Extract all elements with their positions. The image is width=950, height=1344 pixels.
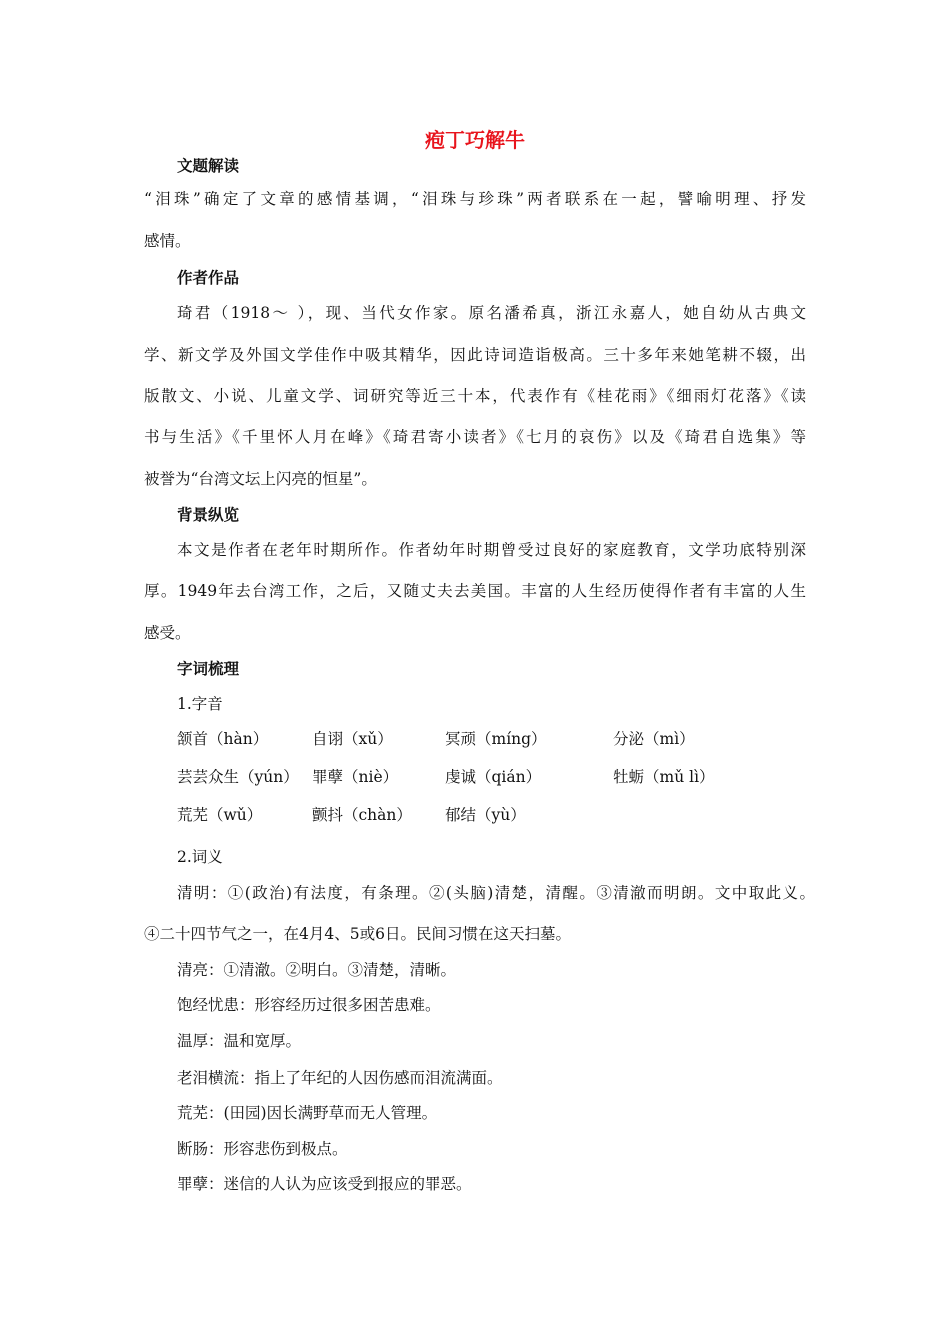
definition-line: 罪孽：迷信的人认为应该受到报应的罪恶。 (177, 1175, 472, 1193)
pinyin-item: 芸芸众生（yún） (177, 768, 299, 786)
paragraph-line: “泪珠”确定了文章的感情基调，“泪珠与珍珠”两者联系在一起，譬喻明理、抒发 (144, 190, 806, 208)
section-heading-vocabulary: 字词梳理 (177, 660, 240, 678)
paragraph-line: 感受。 (144, 624, 191, 642)
paragraph-line: 被誉为“台湾文坛上闪亮的恒星”。 (144, 470, 377, 488)
definition-line: 断肠：形容悲伤到极点。 (177, 1140, 348, 1158)
definition-line: 老泪横流：指上了年纪的人因伤感而泪流满面。 (177, 1069, 503, 1087)
section-heading-author-works: 作者作品 (177, 269, 240, 287)
definition-line: 清亮：①清澈。②明白。③清楚，清晰。 (177, 961, 457, 979)
pinyin-item: 牡蛎（mǔ lì） (613, 768, 715, 786)
pinyin-item: 颤抖（chàn） (312, 806, 412, 824)
definition-line: ④二十四节气之一，在4月4、5或6日。民间习惯在这天扫墓。 (144, 925, 571, 943)
paragraph-line: 厚。1949年去台湾工作，之后，又随丈夫去美国。丰富的人生经历使得作者有丰富的人生 (144, 582, 806, 600)
pinyin-item: 冥顽（míng） (445, 730, 547, 748)
pinyin-item: 郁结（yù） (445, 806, 526, 824)
pinyin-item: 分泌（mì） (613, 730, 695, 748)
paragraph-line: 琦君（1918～ ），现、当代女作家。原名潘希真，浙江永嘉人，她自幼从古典文 (177, 304, 806, 322)
paragraph-line: 学、新文学及外国文学佳作中吸其精华，因此诗词造诣极高。三十多年来她笔耕不辍，出 (144, 346, 806, 364)
pinyin-item: 罪孽（niè） (312, 768, 399, 786)
pinyin-item: 自诩（xǔ） (312, 730, 393, 748)
paragraph-line: 书与生活》《千里怀人月在峰》《琦君寄小读者》《七月的哀伤》以及《琦君自选集》等 (144, 428, 806, 446)
section-heading-title-interpretation: 文题解读 (177, 157, 240, 175)
page-title: 疱丁巧解牛 (425, 128, 525, 152)
definition-line: 温厚：温和宽厚。 (177, 1032, 302, 1050)
paragraph-line: 版散文、小说、儿童文学、词研究等近三十本，代表作有《桂花雨》《细雨灯花落》《读 (144, 387, 806, 405)
pinyin-item: 颔首（hàn） (177, 730, 269, 748)
definition-line: 饱经忧患：形容经历过很多困苦患难。 (177, 996, 441, 1014)
subheading-pronunciation: 1.字音 (177, 695, 223, 713)
pinyin-item: 荒芜（wǔ） (177, 806, 263, 824)
definition-line: 荒芜：(田园)因长满野草而无人管理。 (177, 1104, 438, 1122)
paragraph-line: 感情。 (144, 232, 191, 250)
section-heading-background: 背景纵览 (177, 506, 240, 524)
subheading-word-meaning: 2.词义 (177, 848, 223, 866)
pinyin-item: 虔诚（qián） (445, 768, 542, 786)
definition-line: 清明：①(政治)有法度，有条理。②(头脑)清楚，清醒。③清澈而明朗。文中取此义。 (177, 884, 815, 902)
paragraph-line: 本文是作者在老年时期所作。作者幼年时期曾受过良好的家庭教育，文学功底特别深 (177, 541, 806, 559)
